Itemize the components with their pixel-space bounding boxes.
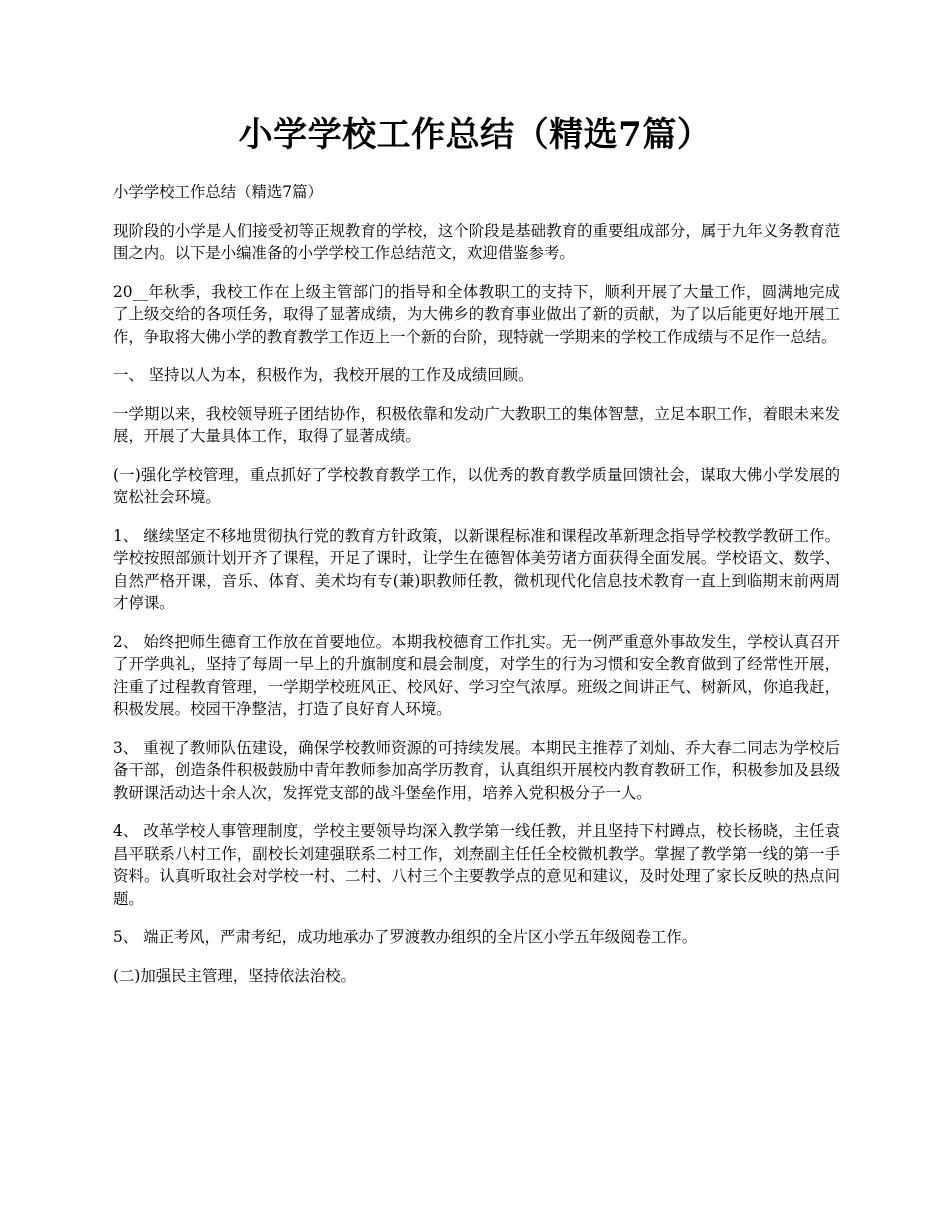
subsection-heading-2: (二)加强民主管理，坚持依法治校。 xyxy=(113,966,356,985)
document-body xyxy=(113,181,840,1003)
subsection-heading-1: (一)强化学校管理，重点抓好了学校教育教学工作，以优秀的教育教学质量回馈社会，谋取大佛小学发展的宽松社会环境。 xyxy=(113,465,840,506)
item-paragraph-4: 4、 改革学校人事管理制度，学校主要领导均深入教学第一线任教，并且坚持下村蹲点，校长杨晓，主任袁昌平联系八村工作，副校长刘建强联系二村工作，刘焘副主任任全校微机教学。掌握了教学第一线的第一手资料。认真听取社会对学校一村、二村、八村三个主要教学点的意见和建议，及时处理了家长反映的热点问题。 xyxy=(113,822,840,908)
section-heading-1: 一、 坚持以人为本，积极作为，我校开展的工作及成绩回顾。 xyxy=(113,366,534,384)
overview-paragraph: 20__年秋季，我校工作在上级主管部门的指导和全体教职工的支持下，顺利开展了大量工作，圆满地完成了上级交给的各项任务，取得了显著成绩，为大佛乡的教育事业做出了新的贡献，为了以后能更好地开展工作，争取将大佛小学的教育教学工作迈上一个新的台阶，现特就一学期来的学校工作成绩与不足作一总结。 xyxy=(113,282,840,346)
section-1-intro-paragraph: 一学期以来，我校领导班子团结协作，积极依靠和发动广大教职工的集体智慧，立足本职工作，着眼未来发展，开展了大量具体工作，取得了显著成绩。 xyxy=(113,404,840,445)
document-title: 小学学校工作总结（精选7篇） xyxy=(238,115,712,155)
item-paragraph-1: 1、 继续坚定不移地贯彻执行党的教育方针政策，以新课程标准和课程改革新理念指导学校教学教研工作。学校按照部颁计划开齐了课程，开足了课时，让学生在德智体美劳诸方面获得全面发展。学校语文、数学、自然严格开课，音乐、体育、美术均有专(兼)职教师任教，微机现代化信息技术教育一直上到临期末前两周才停课。 xyxy=(113,526,840,612)
item-paragraph-5: 5、 端正考风，严肃考纪，成功地承办了罗渡教办组织的全片区小学五年级阅卷工作。 xyxy=(113,928,698,946)
item-paragraph-2: 2、 始终把师生德育工作放在首要地位。本期我校德育工作扎实。无一例严重意外事故发生，学校认真召开了开学典礼，坚持了每周一早上的升旗制度和晨会制度，对学生的行为习惯和安全教育做到了经常性开展，注重了过程教育管理，一学期学校班风正、校风好、学习空气浓厚。班级之间讲正气、树新风，你追我赶，积极发展。校园干净整洁，打造了良好育人环境。 xyxy=(113,632,840,718)
subtitle-paragraph: 小学学校工作总结（精选7篇） xyxy=(113,183,323,201)
intro-paragraph: 现阶段的小学是人们接受初等正规教育的学校，这个阶段是基础教育的重要组成部分，属于九年义务教育范围之内。以下是小编准备的小学学校工作总结范文，欢迎借鉴参考。 xyxy=(113,221,840,262)
item-paragraph-3: 3、 重视了教师队伍建设，确保学校教师资源的可持续发展。本期民主推荐了刘灿、乔大春二同志为学校后备干部，创造条件积极鼓励中青年教师参加高学历教育，认真组织开展校内教育教研工作，积极参加及县级教研课活动达十余人次，发挥党支部的战斗堡垒作用，培养入党积极分子一人。 xyxy=(113,738,840,802)
